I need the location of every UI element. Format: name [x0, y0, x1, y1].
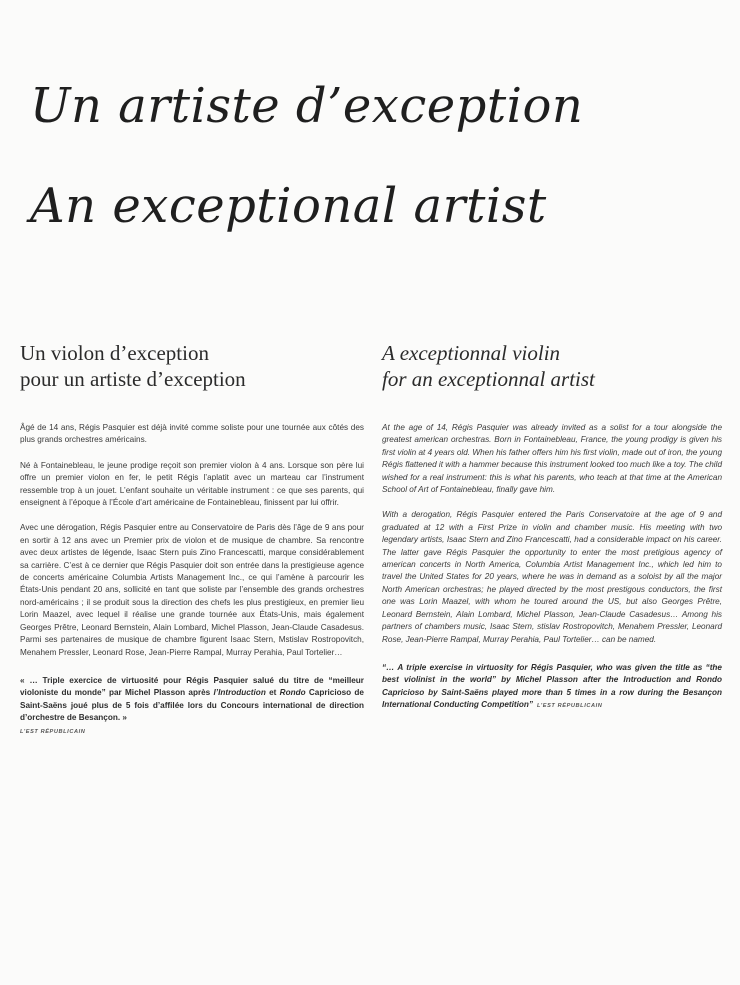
- french-paragraph: Âgé de 14 ans, Régis Pasquier est déjà invité comme soliste pour une tournée aux côtés des plus grands orchestres américains.: [20, 423, 364, 445]
- french-paragraph: Né à Fontainebleau, le jeune prodige reçoit son premier violon à 4 ans. Lorsque son père lui offre un premier violon en fer, le petit Régis l’aplatit avec un marteau car l’instrument ressemble trop à un jouet. L’enfant souhaite un véritable instrument : ce que ses parents, qui enseignent à l’époque à l’École d’art américaine de Fontainebleau, finissent par lui offrir.: [20, 460, 364, 508]
- quote-work-title: l’Introduction: [213, 688, 266, 698]
- french-column: [20, 340, 364, 738]
- french-subtitle: [20, 340, 364, 406]
- french-subtitle-line-1: Un violon d’exception: [20, 341, 209, 365]
- quote-text: “… A triple exercise in virtuosity for Régis Pasquier, who was given the title as “the best violinist in the world” by Michel Plasson after the Introduction and Rondo Capricioso by Saint-Saëns played more than 5 times in a row during the Besançon International Conducting Competition”: [382, 662, 722, 710]
- quote-text: et: [265, 688, 280, 698]
- quote-text: Capricioso de Saint-Saëns joué plus de 5 fois d’affilée lors du Concours international de direction d’orchestre de Besançon. »: [20, 688, 364, 723]
- page-title: [30, 56, 730, 256]
- quote-text: « … Triple exercice de virtuosité pour Régis Pasquier salué du titre de “meilleur violoniste du monde” par Michel Plasson après: [20, 675, 364, 698]
- quote-work-title: Rondo: [279, 688, 306, 698]
- french-subtitle-line-2: pour un artiste d’exception: [20, 367, 246, 391]
- quote-source: L’EST RÉPUBLICAIN: [20, 728, 86, 735]
- subtitle-spacer: [382, 406, 722, 422]
- french-paragraph: Avec une dérogation, Régis Pasquier entre au Conservatoire de Paris dès l’âge de 9 ans pour en sortir à 12 ans avec un Premier prix de violon et de musique de chambre. Sa rencontre avec deux artistes de légende, Isaac Stern puis Zino Francescatti, marque considérablement sa carrière. C’est à ce dernier que Régis Pasquier doit son entrée dans la prestigieuse agence de concerts américaine Columbia Artists Management Inc., ce qui l’amène à parcourir les États-Unis pendant 20 ans, sollicité en tant que soliste par l’ensemble des grands orchestres nord-américains ; il se produit sous la direction des chefs les plus prestigieux, en premier lieu Lorin Maazel, avec lequel il réalise une grande tournée aux États-Unis, mais également Georges Prêtre, Leonard Bernstein, Alain Lombard, Michel Plasson, Jean-Claude Casadesus. Parmi ses partenaires de musique de chambre figurent Isaac Stern, Mstislav Rostropovitch, Menahem Pressler, Leonard Rose, Jean-Pierre Rampal, Murray Perahia, Paul Tortelier…: [20, 523, 364, 657]
- english-paragraph: At the age of 14, Régis Pasquier was already invited as a solist for a tour alongside the greatest american orchestras. Born in Fontainebleau, France, the young prodigy is given his first violin at 4 years old. When his father offers him his first violin, made out of iron, the young Régis flattened it with a hammer because this instrument looked too much like a toy. The child wished for a real instrument: this is what his parents, who teach at that time at the American School of Art of Fontainebleau, finally gave him.: [382, 423, 722, 495]
- english-column: [382, 340, 722, 713]
- subtitle-spacer: [20, 406, 364, 422]
- quote-source: L’EST RÉPUBLICAIN: [537, 703, 603, 710]
- page-title-english: An exceptional artist: [30, 178, 547, 234]
- english-press-quote: [382, 662, 722, 713]
- english-subtitle-line-1: A exceptionnal violin: [382, 341, 561, 365]
- english-paragraph: With a derogation, Régis Pasquier entered the Paris Conservatoire at the age of 9 and graduated at 12 with a First Prize in violin and chamber music. His meeting with two legendary artists, Isaac Stern and Zino Francescatti, had a considerable impact on his career. The latter gave Régis Pasquier the opportunity to enter the most pretigious agency of american concerts in North America, Columbia Artist Management Inc., which led him to travel the United States for 20 years, where he was in demand as a soloist by all the major North American orchestras; he played directed by the most prestigous conductors, the first one was Lorin Maazel, with whom he toured around the US, but also Georges Prêtre, Leonard Bernstein, Alain Lombard, Michel Plasson, Jean-Claude Casadesus… Among his partners of chambers music, Isaac Stern, stislav Rostropovitch, Menahem Pressler, Leonard Rose, Jean-Pierre Rampal, Murray Perahia, Paul Tortelier… can be named.: [382, 510, 722, 644]
- page-title-french: Un artiste d’exception: [30, 78, 584, 134]
- english-subtitle-line-2: for an exceptionnal artist: [382, 367, 595, 391]
- english-subtitle: [382, 340, 722, 406]
- french-press-quote: [20, 675, 364, 738]
